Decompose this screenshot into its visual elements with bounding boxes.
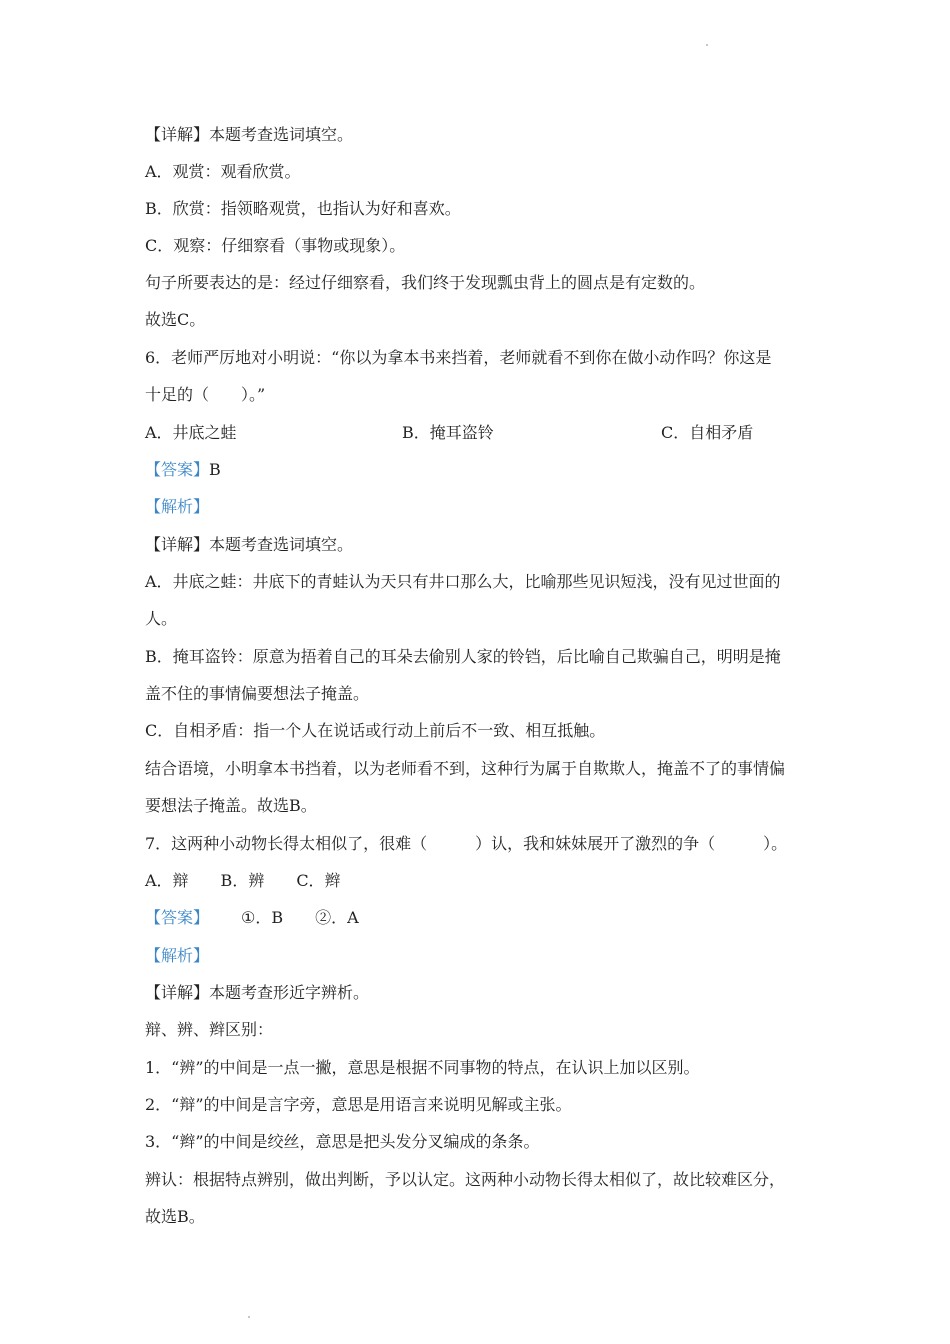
q6-stem-line1: 6．老师严厉地对小明说：“你以为拿本书来挡着，老师就看不到你在做小动作吗？你这是 — [145, 348, 772, 367]
q6-option-a: A．井底之蛙 — [145, 423, 237, 442]
q6-answer-tag: 【答案】 — [145, 460, 210, 479]
q6-answer-row — [145, 459, 221, 481]
q6-explain-b-line2: 盖不住的事情偏要想法子掩盖。 — [145, 684, 370, 703]
q7-intro: 辩、辨、辫区别： — [145, 1020, 274, 1039]
q6-context-line2: 要想法子掩盖。故选B。 — [145, 796, 317, 815]
q7-point-1: 1．“辨”的中间是一点一撇，意思是根据不同事物的特点，在认识上加以区别。 — [145, 1058, 700, 1077]
q6-option-b: B．掩耳盗铃 — [402, 423, 494, 442]
q5-sentence: 句子所要表达的是：经过仔细察看，我们终于发现瓢虫背上的圆点是有定数的。 — [145, 273, 706, 292]
q7-conclusion-line2: 故选B。 — [145, 1207, 205, 1226]
q6-answer-value: B — [209, 460, 221, 479]
q5-explain-b: B．欣赏：指领略观赏，也指认为好和喜欢。 — [145, 199, 461, 218]
q5-explain-a: A．观赏：观看欣赏。 — [145, 162, 301, 181]
q6-context-line1: 结合语境，小明拿本书挡着，以为老师看不到，这种行为属于自欺欺人，掩盖不了的事情偏 — [145, 759, 786, 778]
q6-analysis-tag: 【解析】 — [145, 497, 210, 516]
q6-stem-line2: 十足的（ ）。” — [145, 385, 266, 404]
q7-answer-value: ①．B ②．A — [241, 908, 359, 927]
page-speck-top — [706, 44, 708, 46]
q6-detail: 【详解】本题考查选词填空。 — [145, 535, 354, 554]
page-speck-bottom — [248, 1316, 250, 1318]
q7-point-3: 3．“辫”的中间是绞丝，意思是把头发分叉编成的条条。 — [145, 1132, 540, 1151]
q5-detail: 【详解】本题考查选词填空。 — [145, 125, 354, 144]
q7-conclusion-line1: 辨认：根据特点辨别，做出判断，予以认定。这两种小动物长得太相似了，故比较难区分， — [145, 1170, 786, 1189]
q6-explain-c: C．自相矛盾：指一个人在说话或行动上前后不一致、相互抵触。 — [145, 721, 606, 740]
q7-detail: 【详解】本题考查形近字辨析。 — [145, 983, 370, 1002]
q5-explain-c: C．观察：仔细察看（事物或现象）。 — [145, 236, 406, 255]
q7-options: A．辩 B．辨 C．辫 — [145, 871, 341, 890]
q7-analysis-tag: 【解析】 — [145, 946, 210, 965]
q6-explain-a-line2: 人。 — [145, 609, 178, 628]
q6-explain-a-line1: A．井底之蛙：井底下的青蛙认为天只有井口那么大，比喻那些见识短浅，没有见过世面的 — [145, 572, 781, 591]
q7-stem: 7．这两种小动物长得太相似了，很难（ ）认，我和妹妹展开了激烈的争（ ）。 — [145, 834, 788, 853]
q6-option-c: C．自相矛盾 — [661, 423, 754, 442]
q7-answer-tag: 【答案】 — [145, 908, 210, 927]
q5-conclusion: 故选C。 — [145, 310, 206, 329]
q7-point-2: 2．“辩”的中间是言字旁，意思是用语言来说明见解或主张。 — [145, 1095, 572, 1114]
q6-explain-b-line1: B．掩耳盗铃：原意为捂着自己的耳朵去偷别人家的铃铛，后比喻自己欺骗自己，明明是掩 — [145, 647, 781, 666]
q7-answer-row — [145, 907, 359, 929]
